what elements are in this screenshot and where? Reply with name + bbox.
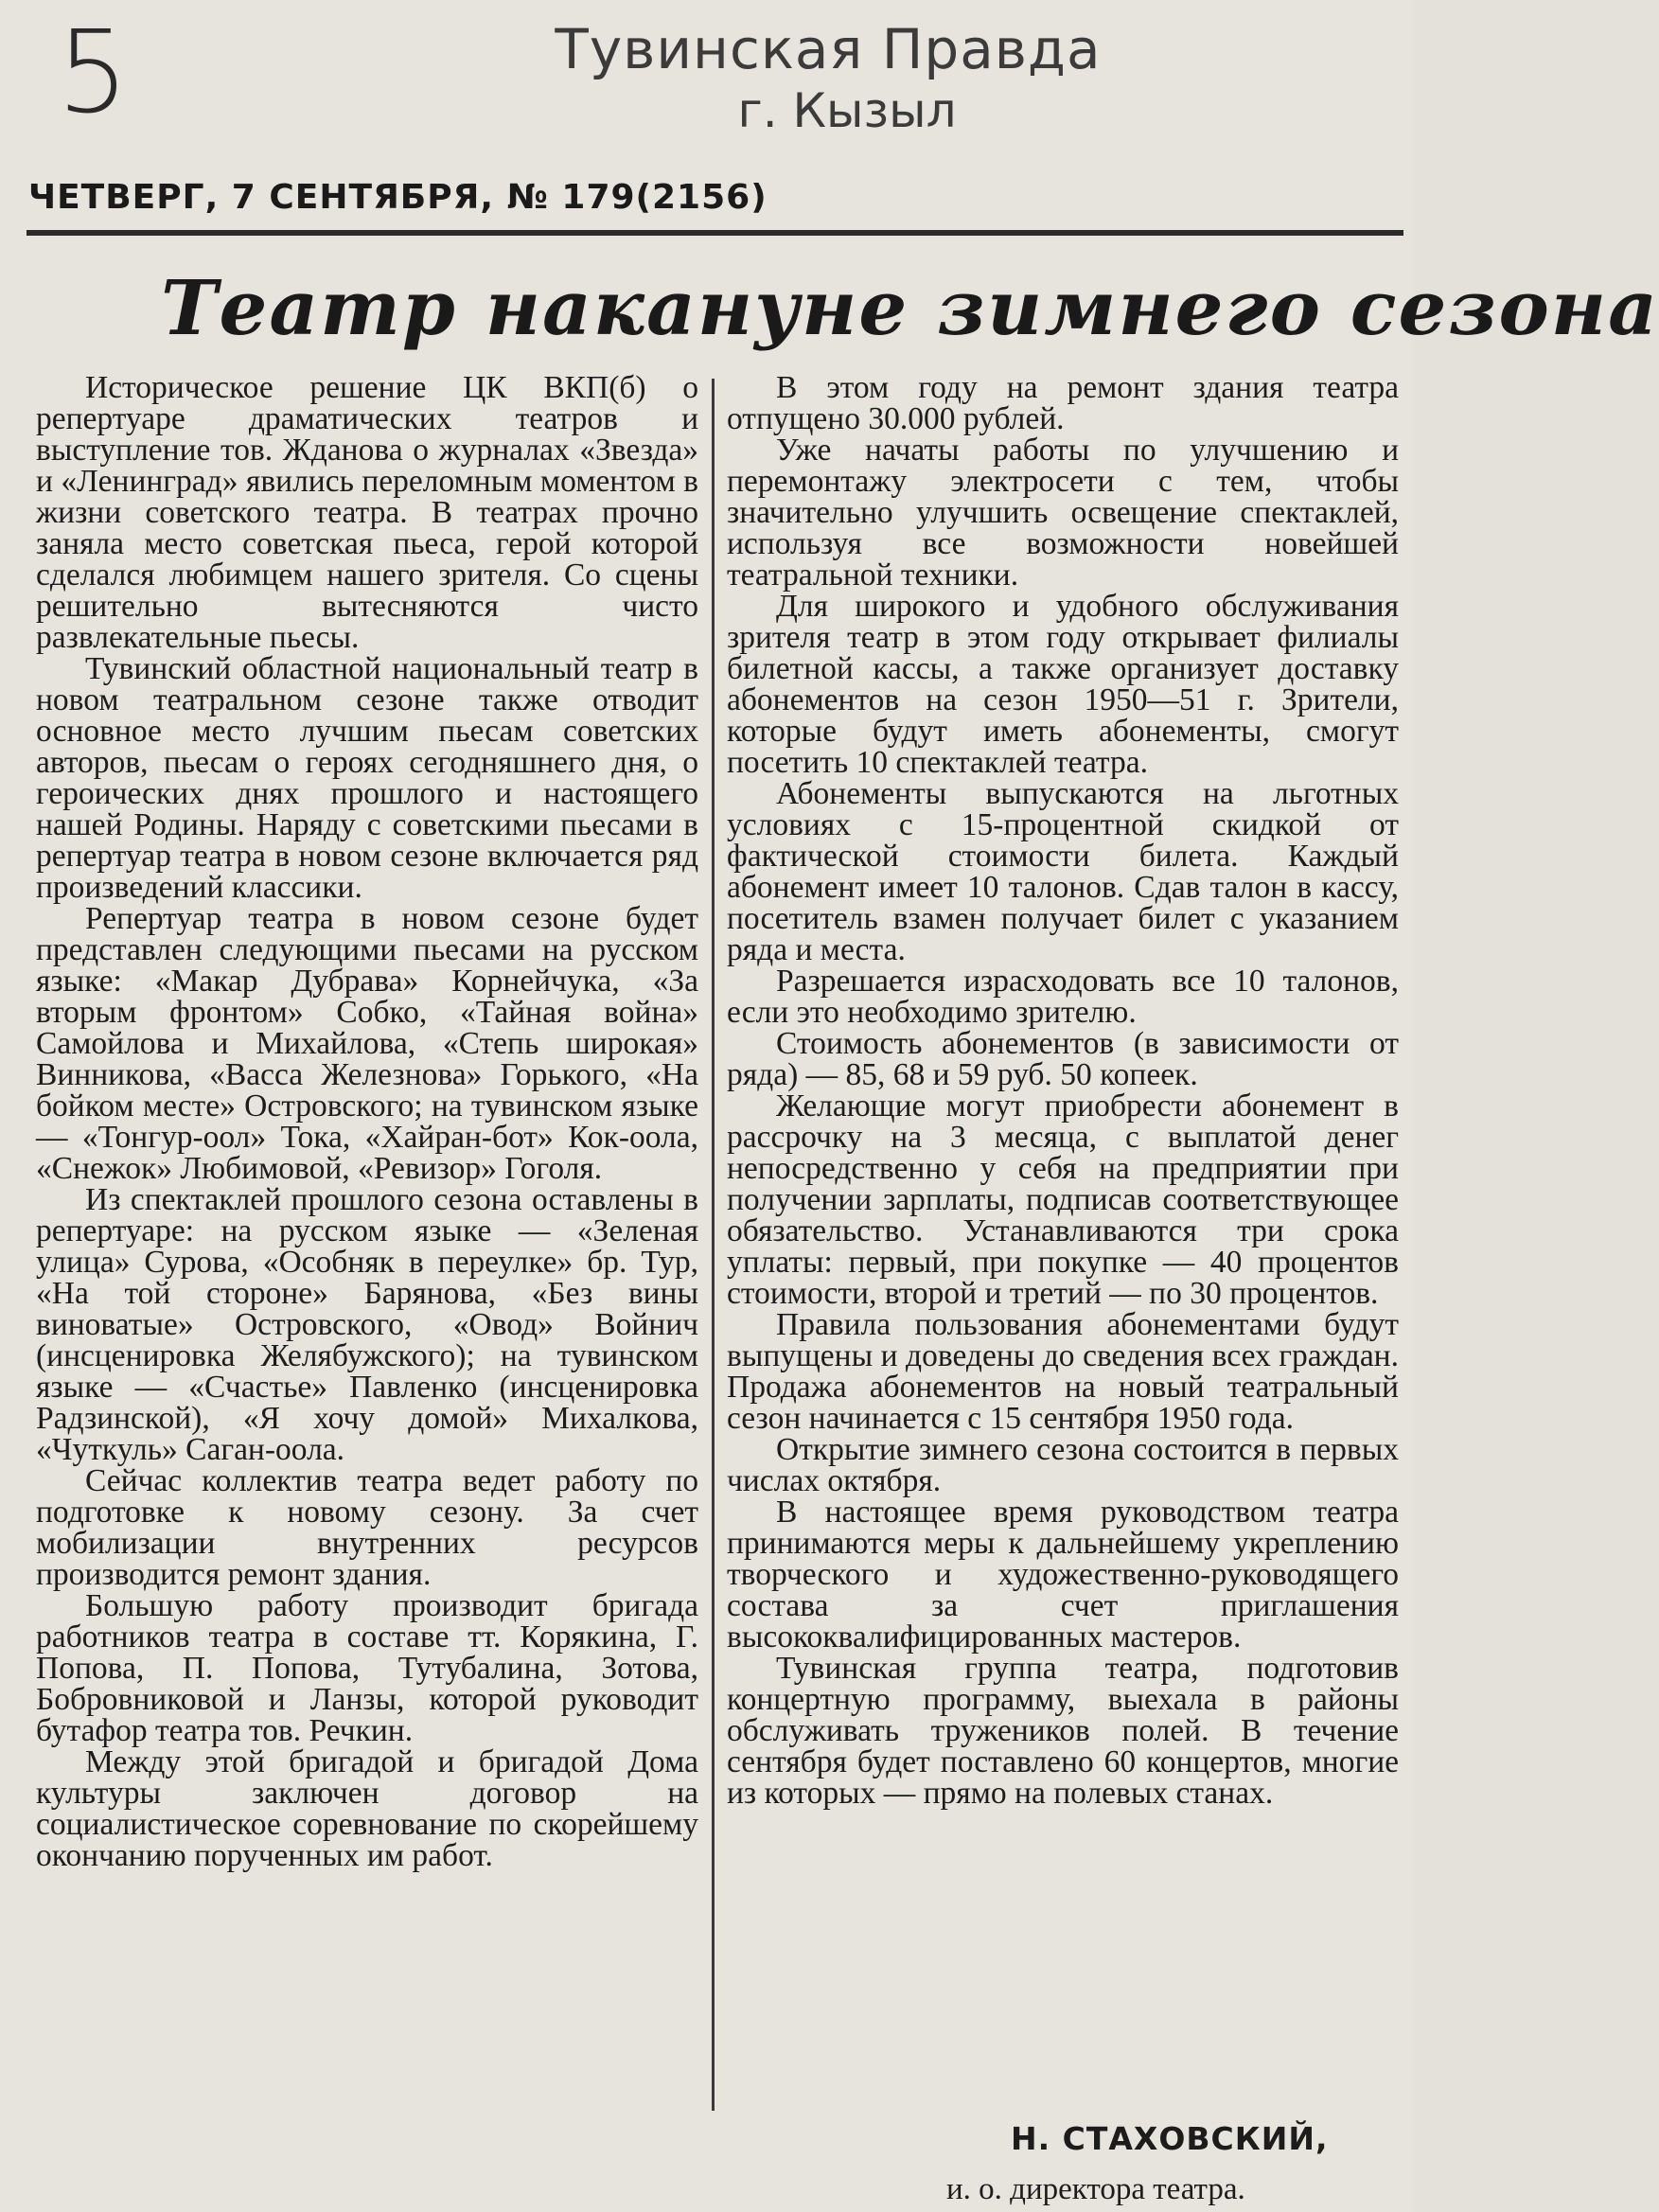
paragraph: Сейчас коллектив театра ведет работу по подготовке к новому сезону. За счет мобилизации внутренних ресурсов производится ремонт здания. xyxy=(36,1463,698,1592)
paragraph: Желающие могут приобрести абонемент в рассрочку на 3 месяца, с выплатой денег непосредственно у себя на предприятии при получении зарплаты, подписав соответствующее обязательство. Устанавливаются три срока уплаты: первый, при покупке — 40 процентов стоимости, второй и третий — по 30 процентов. xyxy=(727,1088,1399,1311)
paragraph: Тувинский областной национальный театр в новом театральном сезоне также отводит основное место лучшим пьесам советских авторов, пьесам о героях сегодняшнего дня, о героических днях прошлого и настоящего нашей Родины. Наряду с советскими пьесами в репертуар театра в новом сезоне включается ряд произведений классики. xyxy=(36,651,698,905)
article-column-left xyxy=(36,372,698,1871)
stamp-paper-name: Тувинская Правда xyxy=(555,17,1102,81)
paragraph: Репертуар театра в новом сезоне будет представлен следующими пьесами на русском языке: «Макар Дубрава» Корнейчука, «За вторым фронтом» Собко, «Тайная война» Самойлова и Михайлова, «Степь широкая» Винникова, «Васса Железнова» Горького, «На бойком месте» Островского; на тувинском языке — «Тонгур-оол» Тока, «Хайран-бот» Кок-оола, «Снежок» Любимовой, «Ревизор» Гоголя. xyxy=(36,901,698,1186)
author-title: и. о. директора театра. xyxy=(946,2172,1245,2206)
issue-dateline: ЧЕТВЕРГ, 7 СЕНТЯБРЯ, № 179(2156) xyxy=(28,178,768,217)
paragraph: Правила пользования абонементами будут выпущены и доведены до сведения всех граждан. Продажа абонементов на новый театральный сезон начинается с 15 сентября 1950 года. xyxy=(727,1307,1399,1436)
article-column-right xyxy=(727,372,1399,1809)
column-divider xyxy=(712,379,715,2111)
paragraph: Для широкого и удобного обслуживания зрителя театр в этом году открывает филиалы билетной кассы, а также организует доставку абонементов на сезон 1950—51 г. Зрители, которые будут иметь абонементы, смогут посетить 10 спектаклей театра. xyxy=(727,589,1399,780)
paragraph: Абонементы выпускаются на льготных условиях с 15-процентной скидкой от фактической стоимости билета. Каждый абонемент имеет 10 талонов. Сдав талон в кассу, посетитель взамен получает билет с указанием ряда и места. xyxy=(727,776,1399,967)
paragraph: Большую работу производит бригада работников театра в составе тт. Корякина, Г. Попова, П. Попова, Тутубалина, Зотова, Бобровниковой и Ланзы, которой руководит бутафор театра тов. Речкин. xyxy=(36,1588,698,1748)
article-headline: Театр накануне зимнего сезона xyxy=(161,263,1659,352)
paragraph: Стоимость абонементов (в зависимости от ряда) — 85, 68 и 59 руб. 50 копеек. xyxy=(727,1026,1399,1092)
stamp-city: г. Кызыл xyxy=(737,83,957,138)
header-rule xyxy=(26,230,1403,236)
paragraph: Открытие зимнего сезона состоится в первых числах октября. xyxy=(727,1432,1399,1498)
paragraph: В этом году на ремонт здания театра отпущено 30.000 рублей. xyxy=(727,370,1399,436)
library-stamp xyxy=(544,17,1112,138)
paragraph: Из спектаклей прошлого сезона оставлены в репертуаре: на русском языке — «Зеленая улица» Сурова, «Особняк в переулке» бр. Тур, «На той стороне» Барянова, «Без вины виноватые» Островского, «Овод» Войнич (инсценировка Желябужского); на тувинском языке — «Счастье» Павленко (инсценировка Радзинской), «Я хочу домой» Михалкова, «Чуткуль» Саган-оола. xyxy=(36,1182,698,1467)
paragraph: Тувинская группа театра, подготовив концертную программу, выехала в районы обслуживать тружеников полей. В течение сентября будет поставлено 60 концертов, многие из которых — прямо на полевых станах. xyxy=(727,1651,1399,1811)
paragraph: Разрешается израсходовать все 10 талонов, если это необходимо зрителю. xyxy=(727,964,1399,1030)
paragraph: Историческое решение ЦК ВКП(б) о репертуаре драматических театров и выступление тов. Жданова о журналах «Звезда» и «Ленинград» явились переломным моментом в жизни советского театра. В театрах прочно заняла место советская пьеса, герой которой сделался любимцем нашего зрителя. Со сцены решительно вытесняются чисто развлекательные пьесы. xyxy=(36,370,698,655)
handwritten-page-number: 5 xyxy=(57,8,130,139)
paragraph: В настоящее время руководством театра принимаются меры к дальнейшему укреплению творческого и художественно-руководящего состава за счет приглашения высококвалифицированных мастеров. xyxy=(727,1495,1399,1655)
paragraph: Между этой бригадой и бригадой Дома культуры заключен договор на социалистическое соревнование по скорейшему окончанию порученных им работ. xyxy=(36,1744,698,1873)
paragraph: Уже начаты работы по улучшению и перемонтажу электросети с тем, чтобы значительно улучшить освещение спектаклей, используя все возможности новейшей театральной техники. xyxy=(727,433,1399,593)
author-signature: Н. СТАХОВСКИЙ, xyxy=(1011,2120,1329,2157)
